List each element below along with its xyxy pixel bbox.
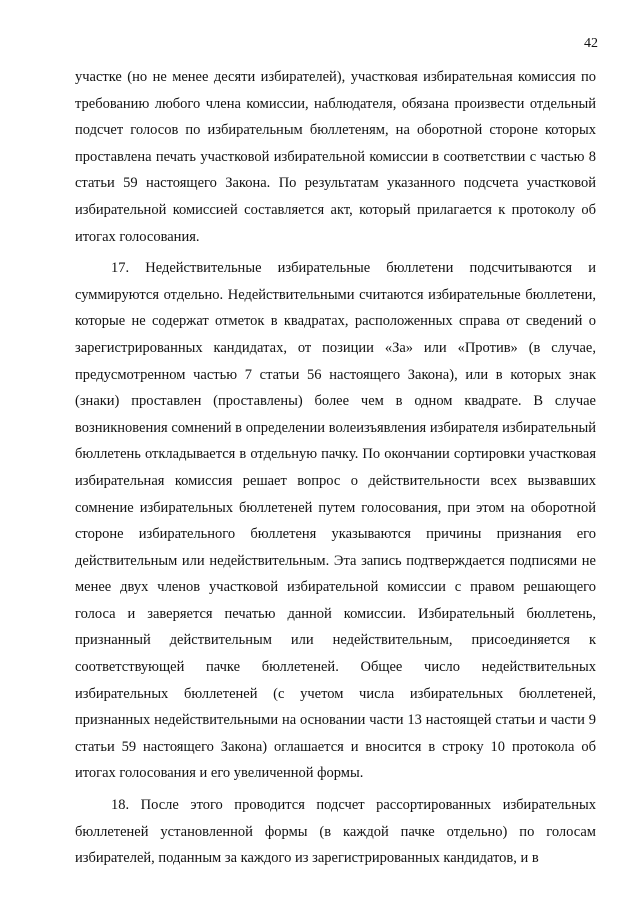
paragraph-item-18: 18. После этого проводится подсчет рассортированных избирательных бюллетеней установленной формы (в каждой пачке отдельно) по голосам избирателей, поданным за каждого из зарегистрированных кандидатов, и в: [75, 797, 596, 867]
paragraph-continuation: участке (но не менее десяти избирателей), участковая избирательная комиссия по требованию любого члена комиссии, наблюдателя, обязана произвести отдельный подсчет голосов по избирательным бюллетеням, на оборотной стороне которых проставлена печать участковой избирательной комиссии в соответствии с частью 8 статьи 59 настоящего Закона. По результатам указанного подсчета участковой избирательной комиссией составляется акт, который прилагается к протоколу об итогах голосования.: [75, 69, 596, 245]
page-number: 42: [584, 36, 598, 51]
paragraph-item-17: 17. Недействительные избирательные бюллетени подсчитываются и суммируются отдельно. Недействительными считаются избирательные бюллетени, которые не содержат отметок в квадратах, расположенных справа от сведений о зарегистрированных кандидатах, от позиции «За» или «Против» (в случае, предусмотренном частью 7 статьи 56 настоящего Закона), или в которых знак (знаки) проставлен (проставлены) более чем в одном квадрате. В случае возникновения сомнений в определении волеизъявления избирателя избирательный бюллетень откладывается в отдельную пачку. По окончании сортировки участковая избирательная комиссия решает вопрос о действительности всех вызвавших сомнение избирательных бюллетеней путем голосования, при этом на оборотной стороне избирательного бюллетеня указываются причины признания его действительным или недействительным. Эта запись подтверждается подписями не менее двух членов участковой избирательной комиссии с правом решающего голоса и заверяется печатью данной комиссии. Избирательный бюллетень, признанный действительным или недействительным, присоединяется к соответствующей пачке бюллетеней. Общее число недействительных избирательных бюллетеней (с учетом числа избирательных бюллетеней, признанных недействительными на основании части 13 настоящей статьи и части 9 статьи 59 настоящего Закона) оглашается и вносится в строку 10 протокола об итогах голосования и его увеличенной формы.: [75, 260, 596, 782]
document-body: [75, 64, 596, 872]
